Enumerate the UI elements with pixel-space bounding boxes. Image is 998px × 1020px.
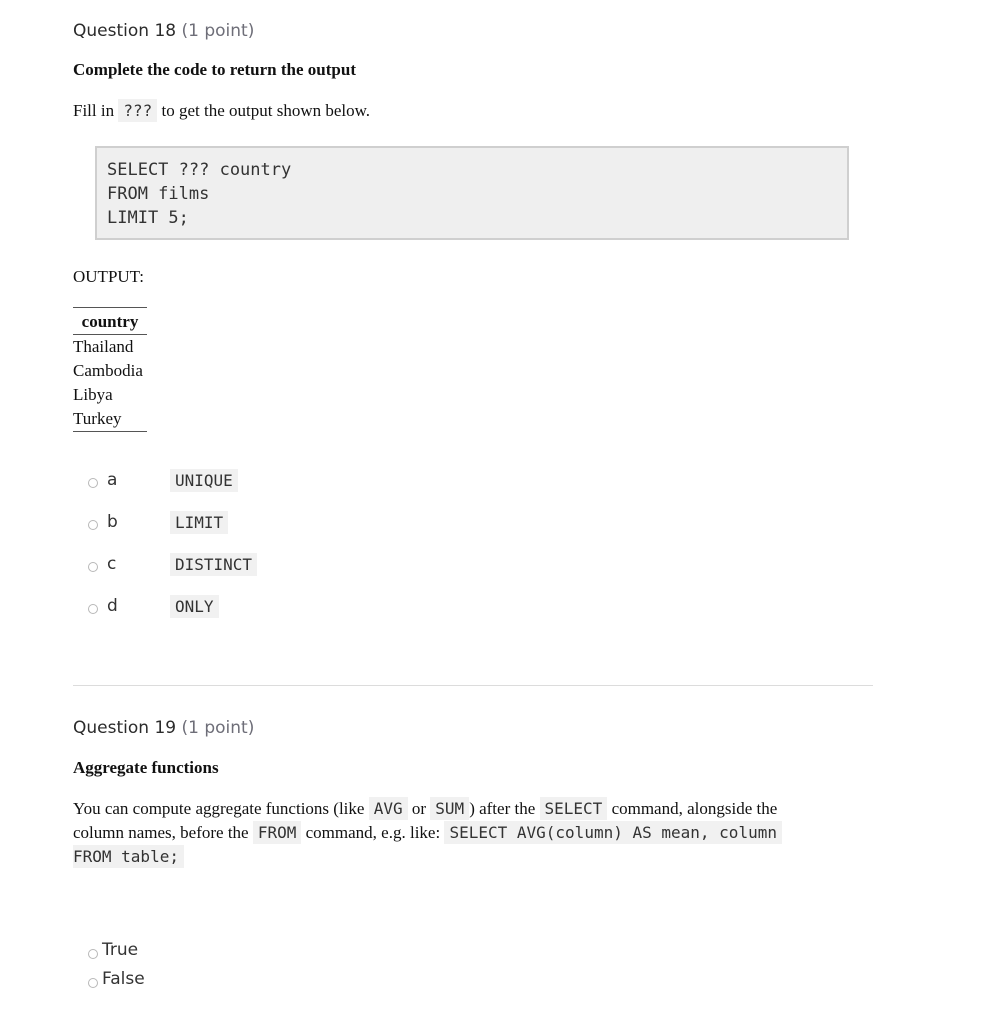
- table-row: Turkey: [73, 409, 122, 428]
- question-18-prompt: [73, 99, 370, 123]
- table-header: country: [73, 308, 147, 335]
- radio-button[interactable]: [88, 562, 98, 572]
- code-line: SELECT ??? country: [107, 160, 292, 180]
- question-number: Question 19: [73, 718, 177, 738]
- inline-code: SELECT AVG(column) AS mean, column: [444, 821, 782, 844]
- question-19-text-line-2: [73, 821, 782, 845]
- option-letter: c: [107, 554, 117, 574]
- option-label: False: [102, 969, 145, 989]
- radio-button[interactable]: [88, 949, 98, 959]
- question-19-title: Aggregate functions: [73, 758, 219, 777]
- option-label: True: [102, 940, 139, 960]
- code-block: [95, 146, 849, 240]
- option-letter: b: [107, 512, 118, 532]
- option-letter: d: [107, 596, 118, 616]
- question-points: (1 point): [181, 718, 255, 738]
- question-19-heading: [73, 718, 254, 738]
- option-code: ONLY: [170, 595, 219, 618]
- inline-code: FROM table;: [73, 845, 184, 868]
- output-label: OUTPUT:: [73, 267, 144, 286]
- option-code: DISTINCT: [170, 553, 257, 576]
- question-19-text-line-3: [73, 845, 184, 869]
- radio-button[interactable]: [88, 478, 98, 488]
- prompt-text: to get the output shown below.: [161, 101, 371, 120]
- inline-code: SELECT: [540, 797, 608, 820]
- option-letter: a: [107, 470, 118, 490]
- code-line: LIMIT 5;: [107, 208, 189, 228]
- question-number: Question 18: [73, 21, 177, 41]
- question-divider: [73, 685, 873, 686]
- prompt-text: Fill in: [73, 101, 115, 120]
- inline-code: FROM: [253, 821, 302, 844]
- question-18-heading: [73, 21, 254, 41]
- table-row: Cambodia: [73, 361, 143, 380]
- body-text: You can compute aggregate functions (like: [73, 799, 365, 818]
- code-line: FROM films: [107, 184, 210, 204]
- question-18-title: Complete the code to return the output: [73, 60, 356, 79]
- table-row: Libya: [73, 385, 113, 404]
- table-row: Thailand: [73, 337, 134, 356]
- body-text: column names, before the: [73, 823, 249, 842]
- body-text: or: [411, 799, 427, 818]
- inline-code: ???: [118, 99, 157, 122]
- body-text: command, alongside the: [611, 799, 778, 818]
- radio-button[interactable]: [88, 520, 98, 530]
- body-text: ) after the: [469, 799, 536, 818]
- option-code: LIMIT: [170, 511, 228, 534]
- question-19-text-line-1: [73, 797, 777, 821]
- body-text: command, e.g. like:: [305, 823, 441, 842]
- radio-button[interactable]: [88, 978, 98, 988]
- radio-button[interactable]: [88, 604, 98, 614]
- inline-code: AVG: [369, 797, 408, 820]
- output-table: [73, 307, 147, 432]
- inline-code: SUM: [430, 797, 469, 820]
- option-code: UNIQUE: [170, 469, 238, 492]
- question-points: (1 point): [181, 21, 255, 41]
